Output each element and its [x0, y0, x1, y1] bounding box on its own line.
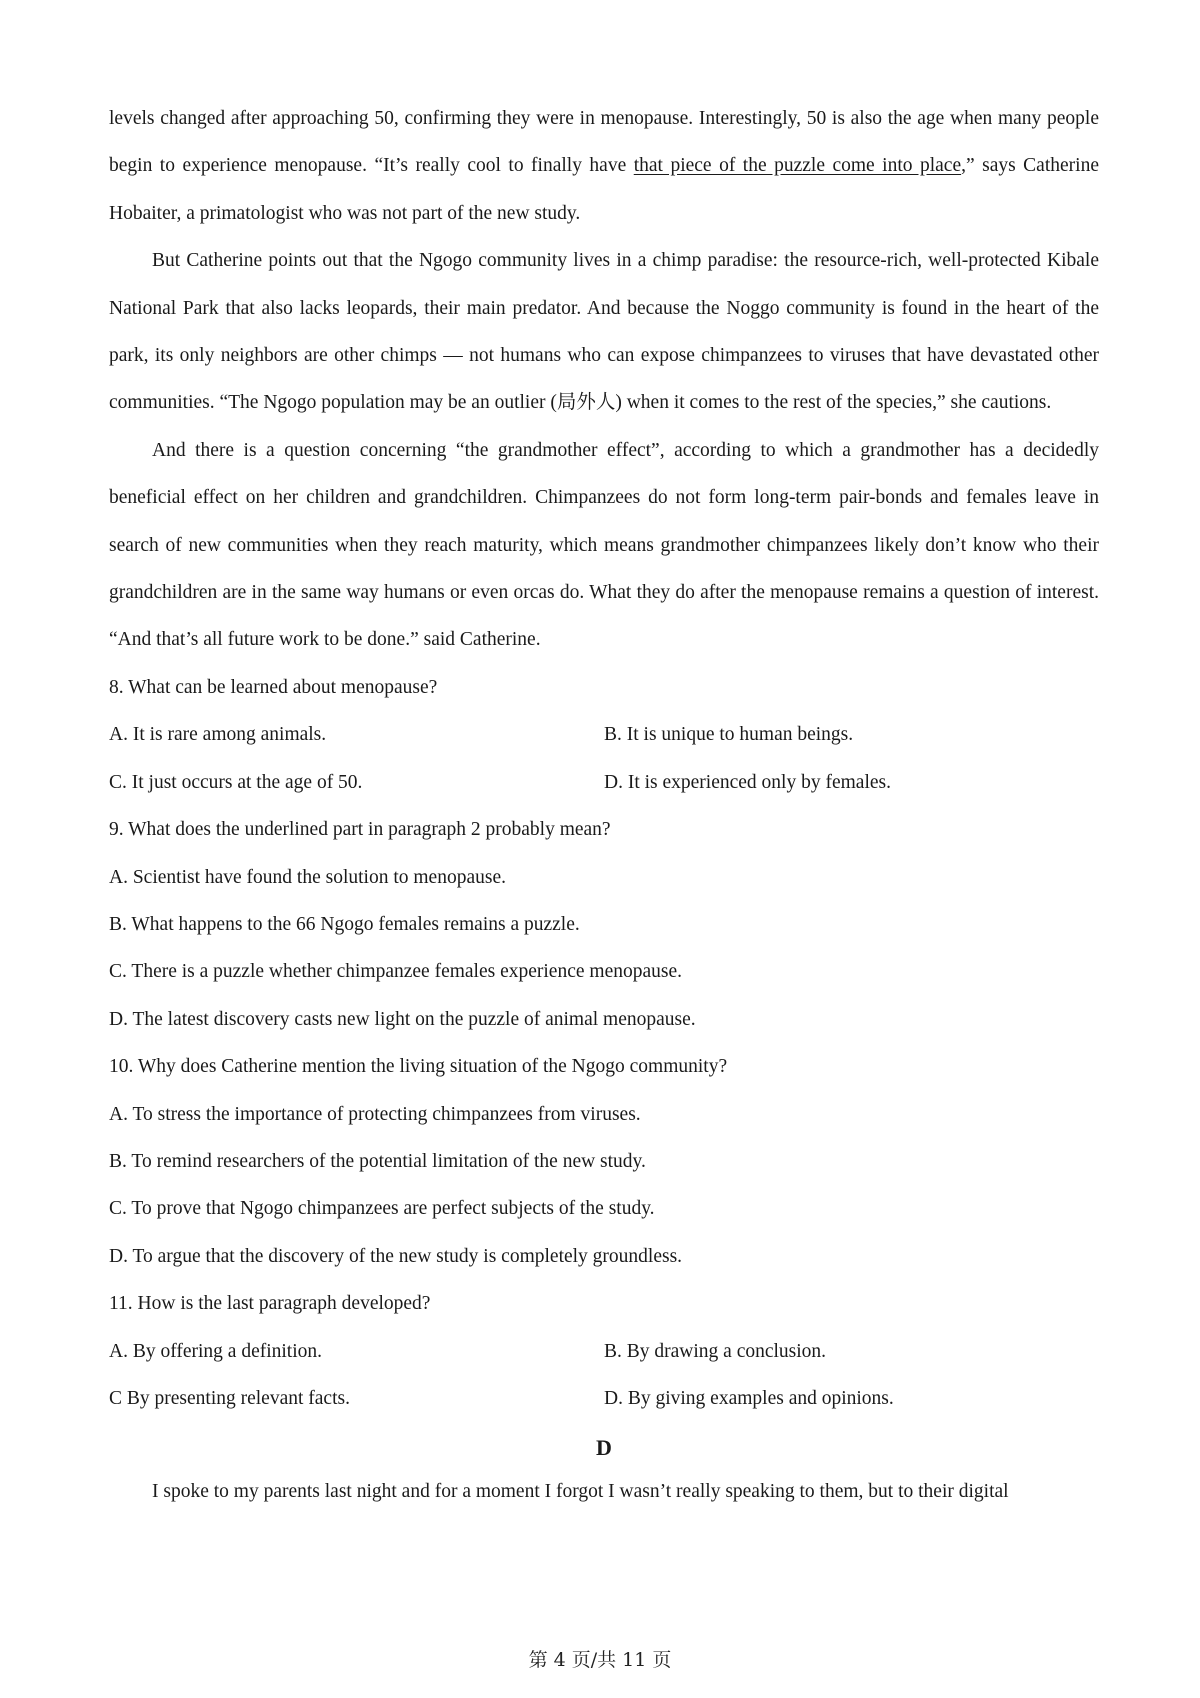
question-stem: 11. How is the last paragraph developed? [109, 1293, 431, 1315]
option-d: D. The latest discovery casts new light on the puzzle of animal menopause. [109, 1008, 696, 1030]
question-stem: 9. What does the underlined part in paragraph 2 probably mean? [109, 819, 611, 841]
question-11 [109, 1280, 1099, 1422]
question-8 [109, 664, 1099, 806]
option-d: D. By giving examples and opinions. [604, 1387, 894, 1409]
option-a: A. It is rare among animals. [109, 724, 327, 746]
option-b: B. It is unique to human beings. [604, 724, 854, 746]
exam-page [109, 95, 1099, 1516]
question-10 [109, 1043, 1099, 1280]
option-c: C. There is a puzzle whether chimpanzee females experience menopause. [109, 961, 682, 983]
option-a: A. Scientist have found the solution to menopause. [109, 866, 506, 888]
passage-d [109, 1468, 1099, 1515]
page-number: 第 4 页/共 11 页 [528, 1649, 672, 1671]
option-a: A. To stress the importance of protecting chimpanzees from viruses. [109, 1103, 641, 1125]
section-heading: D [596, 1435, 612, 1461]
option-d: D. It is experienced only by females. [604, 771, 891, 793]
option-d: D. To argue that the discovery of the new study is completely groundless. [109, 1245, 683, 1267]
options-row [109, 1328, 1099, 1375]
option-b: B. By drawing a conclusion. [604, 1340, 827, 1362]
underlined-phrase: that piece of the puzzle come into place [633, 155, 962, 177]
options-row [109, 1375, 1099, 1422]
option-c: C. To prove that Ngogo chimpanzees are perfect subjects of the study. [109, 1198, 655, 1220]
paragraph-1: levels changed after approaching 50, confirming they were in menopause. Interestingly, 50 is also the age when many people begin to experience menopause. “It’s really cool to finally have that piece of the puzzle come into place,” says Catherine Hobaiter, a primatologist who was not part of the new study. [109, 108, 1099, 224]
options-row [109, 711, 1099, 758]
options-row [109, 759, 1099, 806]
question-stem: 10. Why does Catherine mention the living situation of the Ngogo community? [109, 1056, 728, 1078]
option-b: B. What happens to the 66 Ngogo females remains a puzzle. [109, 913, 580, 935]
paragraph-first-line: I spoke to my parents last night and for a moment I forgot I wasn’t really speaking to them, but to their digital [152, 1481, 1009, 1503]
option-b: B. To remind researchers of the potential limitation of the new study. [109, 1150, 646, 1172]
question-9 [109, 806, 1099, 1043]
option-c: C. It just occurs at the age of 50. [109, 771, 363, 793]
option-c: C By presenting relevant facts. [109, 1387, 350, 1409]
option-a: A. By offering a definition. [109, 1340, 323, 1362]
paragraph-3: And there is a question concerning “the grandmother effect”, according to which a grandmother has a decidedly beneficial effect on her children and grandchildren. Chimpanzees do not form long-term pair-bonds and females leave in search of new communities when they reach maturity, which means grandmother chimpanzees likely don’t know who their grandchildren are in the same way humans or even orcas do. What they do after the menopause remains a question of interest. “And that’s all future work to be done.” said Catherine. [109, 439, 1099, 651]
question-stem: 8. What can be learned about menopause? [109, 676, 438, 698]
paragraph-2: But Catherine points out that the Ngogo community lives in a chimp paradise: the resource-rich, well-protected Kibale National Park that also lacks leopards, their main predator. And because the Noggo community is found in the heart of the park, its only neighbors are other chimps — not humans who can expose chimpanzees to viruses that have devastated other communities. “The Ngogo population may be an outlier (局外人) when it comes to the rest of the species,” she cautions. [109, 250, 1099, 414]
passage-c-continued [109, 95, 1099, 664]
